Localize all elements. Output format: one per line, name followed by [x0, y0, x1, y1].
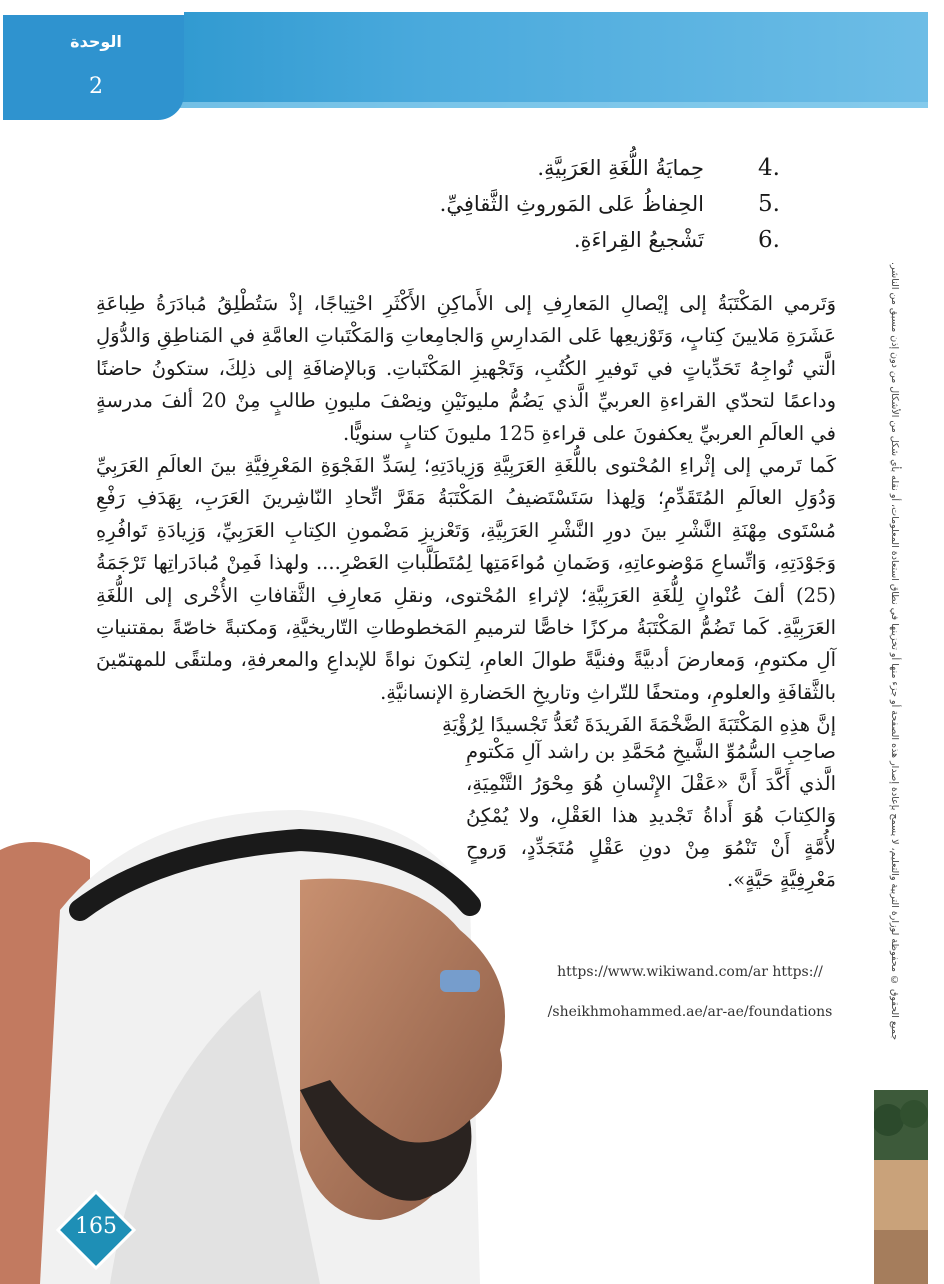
- copyright-notice: جميع الحقوق © محفوظة لوزارة التربية والتعليم، لا يسمح بإعادة إصدار هذه الصفحة أو جزء منها أو تخزينها في نطاق استعادة المعلومات، أو نقله بأي شكل من الأشكال من دون إذن مسبق من الناشر.: [889, 261, 900, 1040]
- list-item: [380, 150, 780, 186]
- side-photo-strip: [874, 1090, 928, 1284]
- unit-number: 2: [89, 74, 103, 99]
- quote-block: [466, 736, 836, 896]
- paragraph-1: وَتَرمي المَكْتَبَةُ إلى إيْصالِ المَعارِفِ إلى الأَماكِنِ الأَكْثَرِ احْتِياجًا، إذْ سَتُطْلِقُ مُبادَرَةُ طِباعَةِ عَشَرَةِ مَلايينَ كِتابٍ، وَتَوْزيعِها عَلى المَدارِسِ وَالجامِعاتِ وَالمَكْتَباتِ العامَّةِ في المَناطِقِ وَالدُّوَلِ الَّتي تُواجِهُ تَحَدِّياتٍ في تَوفيرِ الكُتُبِ، وَتَجْهيزِ المَكْتَباتِ. وَبالإضافَةِ إلى ذلِكَ، ستكونُ حاضنًا وداعمًا لتحدّي القراءةِ العربيِّ الَّذي يَضُمُّ مليونَيْنِ ونِصْفَ مليونِ طالبٍ مِنْ 20 ألفَ مدرسةٍ في العالَمِ العربيِّ يعكفونَ على قراءةِ 125 مليونَ كتابٍ سنويًّا.: [96, 292, 836, 445]
- paragraph-2: كَما تَرمي إلى إثْراءِ المُحْتوى باللُّغَةِ العَرَبِيَّةِ وَزِيادَتِهِ؛ لِسَدِّ الفَجْوَةِ المَعْرِفِيَّةِ بينَ العالَمِ العَرَبِيِّ وَدُوَلِ العالَمِ المُتَقَدِّمِ؛ وَلِهذا سَتَسْتَضيفُ المَكْتَبَةُ مَقَرَّ اتِّحادِ النّاشِرينَ العَرَبِ، بِهَدَفِ رَفْعِ مُسْتَوى مِهْنَةِ النَّشْرِ بينَ دورِ النَّشْرِ العَرَبِيَّةِ، وَتَعْزيزِ مَضْمونِ الكِتابِ العَرَبِيِّ، وَزِيادَةِ تَوافُرِهِ وَجَوْدَتِهِ، وَاتِّساعِ مَوْضوعاتِهِ، وَضَمانِ مُواءَمَتِها لِمُتَطَلَّباتِ العَصْرِ.... ولهذا فَمِنْ مُبادَراتِها تَرْجَمَةُ (25) ألفَ عُنْوانٍ لِلُّغَةِ العَرَبِيَّةِ؛ لإثراءِ المُحْتوى، ونقلِ مَعارِفِ الثَّقافاتِ الأُخْرى إلى اللُّغَةِ العَرَبِيَّةِ. كَما تَضُمُّ المَكْتَبَةُ مركزًا خاصًّا لترميمِ المَخطوطاتِ التّاريخيَّةِ، وَمكتبةً خاصّةً بمقتنياتِ آلِ مكتومِ، وَمعارضَ أدبيَّةً وفنيَّةً طوالَ العامِ، لِتكونَ نواةً للإبداعِ والمعرفةِ، وملتقًى للمهتمّينَ بالثَّقافَةِ والعلومِ، ومتحفًا للتّراثِ وتاريخِ الحَضارةِ الإنسانيَّةِ.: [96, 454, 836, 704]
- source-link-2[interactable]: /sheikhmohammed.ae/ar-ae/foundations: [547, 1004, 833, 1020]
- list-item-text: تَشْجيعُ القِراءَةِ.: [573, 228, 704, 252]
- unit-label: الوحدة: [70, 32, 122, 51]
- list-item-number: 4.: [758, 155, 780, 181]
- quote-text: صاحِبِ السُّمُوِّ الشَّيخِ مُحَمَّدِ بن راشد آلِ مَكْتومِ الَّذي أَكَّدَ أَنَّ «عَقْلَ الإِنْسانِ هُوَ مِحْوَرُ التَّنْمِيَةِ، وَالكِتابَ هُوَ أَداةُ تَجْديدِ هذا العَقْلِ، ولا يُمْكِنُ لأُمَّةٍ أَنْ تَنْمُوَ مِنْ دونِ عَقْلٍ مُتَجَدِّدٍ، وَروحٍ مَعْرِفِيَّةٍ حَيَّةٍ».: [466, 740, 836, 891]
- list-item-text: الحِفاظُ عَلى المَوروثِ الثَّقافِيِّ.: [439, 192, 704, 216]
- list-item: [380, 186, 780, 222]
- list-item: [380, 222, 780, 258]
- body-text: [96, 288, 836, 742]
- list-item-number: 5.: [758, 191, 780, 217]
- list-item-text: حِمايَةُ اللُّغَةِ العَرَبِيَّةِ.: [537, 156, 704, 180]
- objectives-list: [380, 150, 780, 258]
- list-item-number: 6.: [758, 227, 780, 253]
- page-number: 165: [75, 1214, 117, 1239]
- unit-tab: [0, 12, 184, 120]
- source-link-1[interactable]: https://www.wikiwand.com/ar https://: [557, 964, 823, 980]
- paragraph-3: إنَّ هذِهِ المَكْتَبَةَ الضَّخْمَةَ الفَريدَةَ تُعَدُّ تَجْسيدًا لِرُؤْيَةِ: [442, 713, 836, 737]
